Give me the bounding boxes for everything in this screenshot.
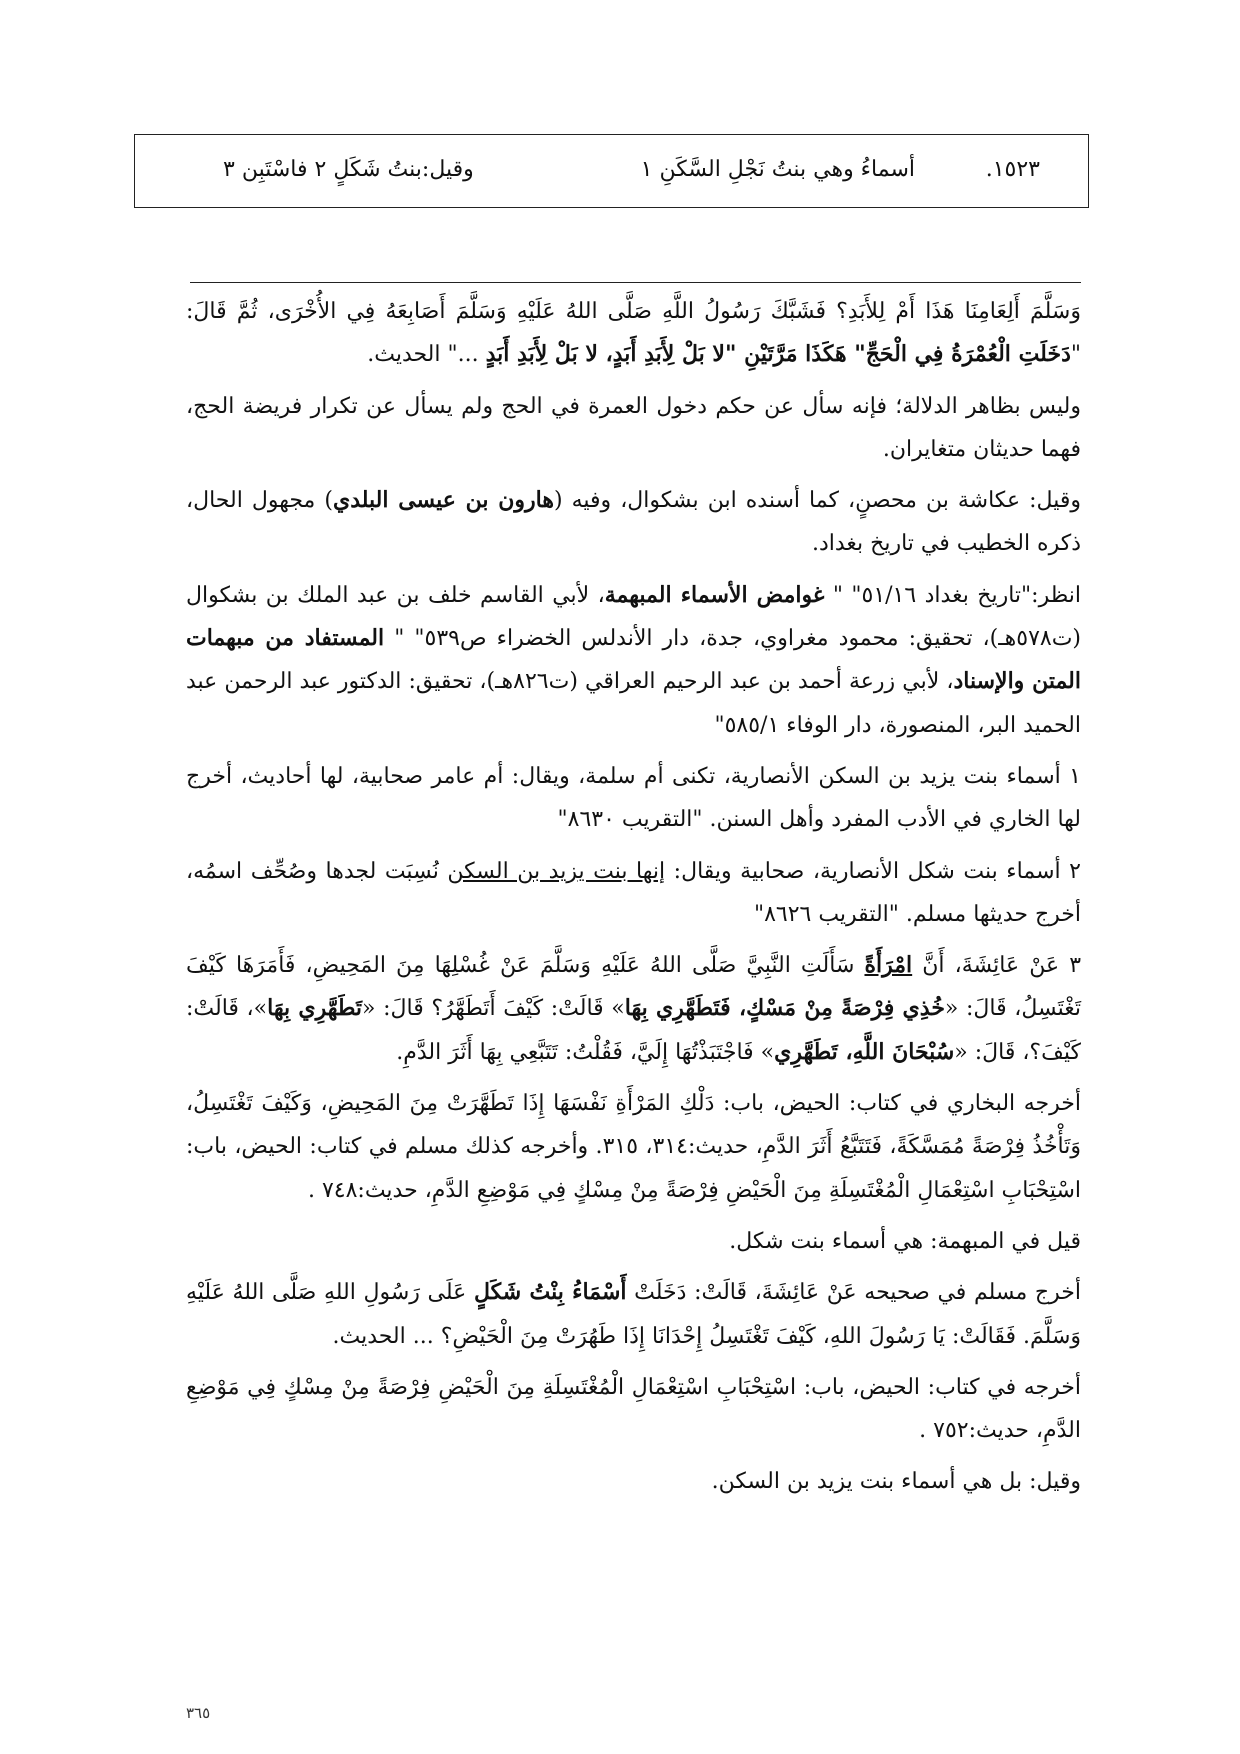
- footnote-paragraph: وقيل: عكاشة بن محصنٍ، كما أسنده ابن بشكوال، وفيه (هارون بن عيسى البلدي) مجهول الحال، ذكره الخطيب في تاريخ بغداد.: [186, 487, 1081, 557]
- footnote-paragraph: أخرجه البخاري في كتاب: الحيض، باب: دَلْكِ المَرْأَةِ نَفْسَهَا إِذَا تَطَهَّرَتْ مِنَ المَحِيضِ، وَكَيْفَ تَغْتَسِلُ، وَتَأْخُذُ فِرْصَةً مُمَسَّكَةً، فَتَتَبَّعُ أَثَرَ الدَّمِ، حديث:٣١٤، ٣١٥. وأخرجه كذلك مسلم في كتاب: الحيض، باب: اسْتِحْبَابِ اسْتِعْمَالِ الْمُغْتَسِلَةِ مِنَ الْحَيْضِ فِرْصَةً مِنْ مِسْكٍ فِي مَوْضِعِ الدَّمِ، حديث:٧٤٨ .: [186, 1091, 1082, 1203]
- entry-number: ١٥٢٣.: [985, 157, 1040, 182]
- footnote-paragraph: أخرجه في كتاب: الحيض، باب: اسْتِحْبَابِ اسْتِعْمَالِ الْمُغْتَسِلَةِ مِنَ الْحَيْضِ فِرْصَةً مِنْ مِسْكٍ فِي مَوْضِعِ الدَّمِ، حديث:٧٥٢ .: [186, 1374, 1081, 1444]
- footnote-paragraph: وَسَلَّمَ أَلِعَامِنَا هَذَا أَمْ لِلأَبَدِ؟ فَشَبَّكَ رَسُولُ اللَّهِ صَلَّى اللهُ عَلَيْهِ وَسَلَّمَ أَصَابِعَهُ فِي الأُخْرَى، ثُمَّ قَالَ: "دَخَلَتِ الْعُمْرَةُ فِي الْحَجِّ" هَكَذَا مَرَّتَيْنِ "لا بَلْ لِأَبَدِ أَبَدٍ، لا بَلْ لِأَبَدِ أَبَدٍ ..." الحديث.: [186, 299, 1081, 368]
- footnote-paragraph: وقيل: بل هي أسماء بنت يزيد بن السكن.: [711, 1469, 1081, 1495]
- footnote-paragraph: وليس بظاهر الدلالة؛ فإنه سأل عن حكم دخول العمرة في الحج ولم يسأل عن تكرار فريضة الحج، فهما حديثان متغايران.: [186, 393, 1081, 462]
- footnote-paragraph: انظر:"تاريخ بغداد ٥١/١٦" " غوامض الأسماء المبهمة، لأبي القاسم خلف بن عبد الملك بن بشكوال (ت٥٧٨هـ)، تحقيق: محمود مغراوي، جدة، دار الأندلس الخضراء ص٥٣٩" " المستفاد من مبهمات المتن والإسناد، لأبي زرعة أحمد بن عبد الرحيم العراقي (ت٨٢٦هـ)، تحقيق: الدكتور عبد الرحمن عبد الحميد البر، المنصورة، دار الوفاء ٥٨٥/١": [186, 581, 1081, 738]
- entry-alternate-name: وقيل:بنتُ شَكَلٍ ٢ فاسْتَبِن ٣: [223, 157, 474, 182]
- footnote-1: ١ أسماء بنت يزيد بن السكن الأنصارية، تكنى أم سلمة، ويقال: أم عامر صحابية، لها أحاديث، أخرج لها الخاري في الأدب المفرد وأهل السنن. "التقريب ٨٦٣٠": [186, 763, 1081, 833]
- entry-main-name: أسماءُ وهي بنتُ نَجْلِ السَّكَنِ ١: [640, 157, 915, 182]
- footnotes-section: [186, 290, 1081, 1512]
- footnote-2: ٢ أسماء بنت شكل الأنصارية، صحابية ويقال: إنها بنت يزيد بن السكن نُسِبَت لجدها وصُحِّف اسمُه، أخرج حديثها مسلم. "التقريب ٨٦٢٦": [186, 858, 1081, 927]
- footnote-3: ٣ عَنْ عَائِشَةَ، أَنَّ امْرَأَةً سَأَلَتِ النَّبِيَّ صَلَّى اللهُ عَلَيْهِ وَسَلَّمَ عَنْ غُسْلِهَا مِنَ المَحِيضِ، فَأَمَرَهَا كَيْفَ تَغْتَسِلُ، قَالَ: «خُذِي فِرْصَةً مِنْ مَسْكٍ، فَتَطَهَّرِي بِهَا» قَالَتْ: كَيْفَ أَتَطَهَّرُ؟ قَالَ: «تَطَهَّرِي بِهَا»، قَالَتْ: كَيْفَ؟، قَالَ: «سُبْحَانَ اللَّهِ، تَطَهَّرِي» فَاجْتَبَذْتُهَا إِلَيَّ، فَقُلْتُ: تَتَبَّعِي بِهَا أَثَرَ الدَّمِ.: [186, 952, 1082, 1065]
- footnote-paragraph: أخرج مسلم في صحيحه عَنْ عَائِشَةَ، قَالَتْ: دَخَلَتْ أَسْمَاءُ بِنْتُ شَكَلٍ عَلَى رَسُولِ اللهِ صَلَّى اللهُ عَلَيْهِ وَسَلَّمَ. فَقَالَتْ: يَا رَسُولَ اللهِ، كَيْفَ تَغْتَسِلُ إِحْدَانَا إِذَا طَهُرَتْ مِنَ الْحَيْضِ؟ ... الحديث.: [186, 1279, 1081, 1349]
- entry-header-box: [134, 134, 1089, 208]
- footnote-paragraph: قيل في المبهمة: هي أسماء بنت شكل.: [729, 1228, 1081, 1254]
- footnote-separator: [190, 282, 1081, 283]
- page-number: ٣٦٥: [186, 1704, 211, 1722]
